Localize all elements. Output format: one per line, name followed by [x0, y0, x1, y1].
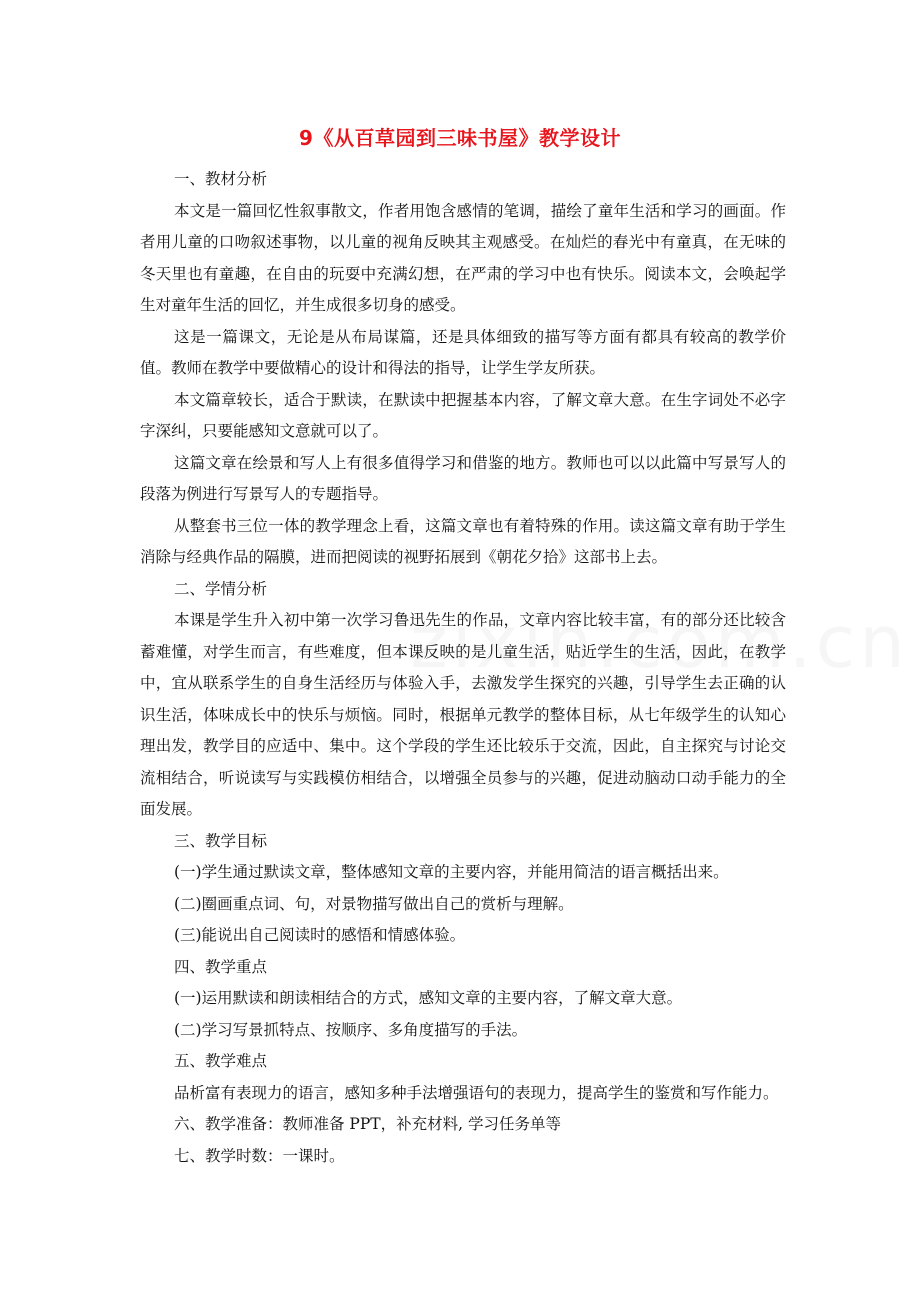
section-heading-5: 五、教学难点	[174, 1052, 268, 1070]
page-title: 9《从百草园到三味书屋》教学设计	[299, 126, 621, 150]
paragraph: 品析富有表现力的语言，感知多种手法增强语句的表现力，提高学生的鉴赏和写作能力。	[174, 1083, 779, 1102]
section-heading-1: 一、教材分析	[174, 170, 268, 188]
paragraph: 本文是一篇回忆性叙事散文，作者用饱含感情的笔调，描绘了童年生活和学习的画面。作者用儿童的口吻叙述事物，以儿童的视角反映其主观感受。在灿烂的春光中有童真，在无味的冬天里也有童趣，在自由的玩耍中充满幻想，在严肃的学习中也有快乐。阅读本文，会唤起学生对童年生活的回忆，并生成很多切身的感受。	[140, 201, 786, 314]
list-item: (一)学生通过默读文章，整体感知文章的主要内容，并能用简洁的语言概括出来。	[174, 863, 729, 881]
paragraph: 从整套书三位一体的教学理念上看，这篇文章也有着特殊的作用。读这篇文章有助于学生消除与经典作品的隔膜，进而把阅读的视野拓展到《朝花夕拾》这部书上去。	[140, 516, 786, 566]
section-heading-3: 三、教学目标	[174, 831, 268, 850]
list-item: (三)能说出自己阅读时的感悟和情感体验。	[174, 926, 466, 944]
section-line-6: 六、教学准备：教师准备 PPT，补充材料, 学习任务单等	[174, 1115, 561, 1133]
paragraph: 本课是学生升入初中第一次学习鲁迅先生的作品，文章内容比较丰富，有的部分还比较含蓄难懂，对学生而言，有些难度，但本课反映的是儿童生活，贴近学生的生活，因此，在教学中，宜从联系学生的自身生活经历与体验入手，去激发学生探究的兴趣，引导学生去正确的认识生活，体味成长中的快乐与烦恼。同时，根据单元教学的整体目标，从七年级学生的认知心理出发，教学目的应适中、集中。这个学段的学生还比较乐于交流，因此，自主探究与讨论交流相结合，听说读写与实践模仿相结合，以增强全员参与的兴趣，促进动脑动口动手能力的全面发展。	[140, 611, 786, 818]
list-item: (二)圈画重点词、句，对景物描写做出自己的赏析与理解。	[174, 894, 574, 913]
paragraph: 本文篇章较长，适合于默读，在默读中把握基本内容，了解文章大意。在生字词处不必字字深纠，只要能感知文意就可以了。	[140, 390, 786, 440]
paragraph: 这篇文章在绘景和写人上有很多值得学习和借鉴的地方。教师也可以以此篇中写景写人的段落为例进行写景写人的专题指导。	[140, 453, 786, 503]
list-item: (二)学习写景抓特点、按顺序、多角度描写的手法。	[174, 1020, 528, 1039]
list-item: (一)运用默读和朗读相结合的方式，感知文章的主要内容，了解文章大意。	[174, 989, 683, 1007]
section-heading-4: 四、教学重点	[174, 957, 268, 976]
document-body	[140, 164, 786, 1172]
section-heading-2: 二、学情分析	[174, 579, 268, 598]
section-line-7: 七、教学时数：一课时。	[174, 1146, 345, 1165]
paragraph: 这是一篇课文，无论是从布局谋篇，还是具体细致的描写等方面有都具有较高的教学价值。教师在教学中要做精心的设计和得法的指导，让学生学友所获。	[140, 327, 786, 377]
